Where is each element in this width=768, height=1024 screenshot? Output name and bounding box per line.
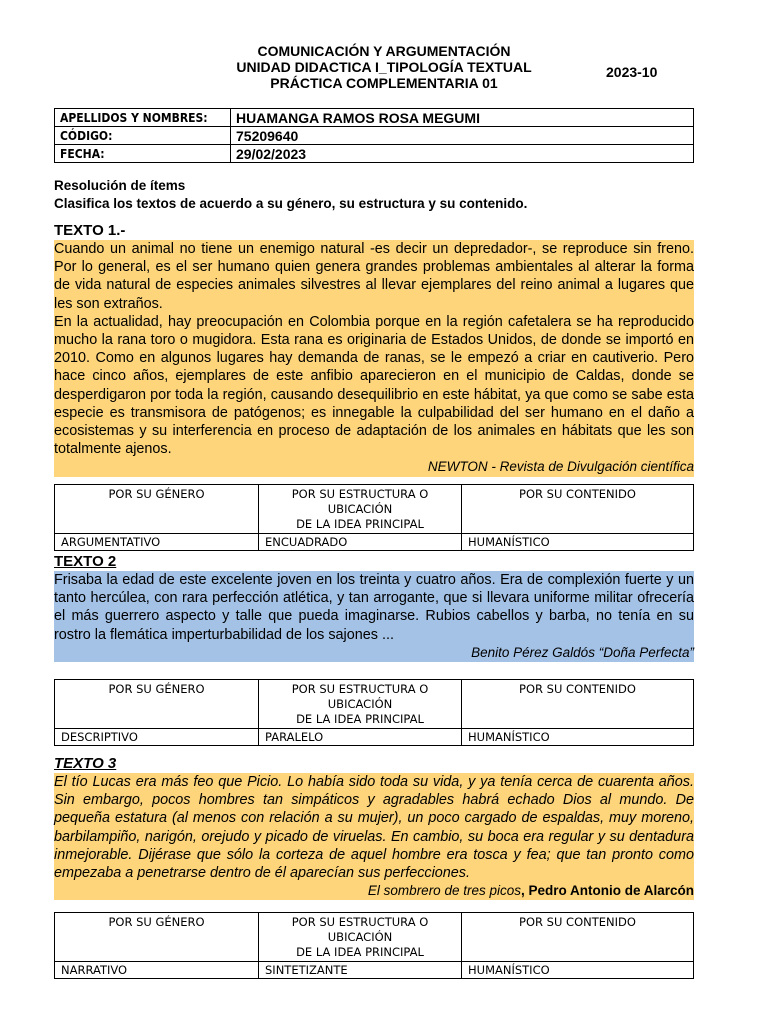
text-3-paragraph: El tío Lucas era más feo que Picio. Lo había sido toda su vida, y ya tenía cerca de cuarenta años. Sin embargo, pocos hombres tan simpáticos y agradables habrá echado Dios al mundo. De pequeña estatura (al menos con relación a su mujer), un poco cargado de espaldas, muy moreno, barbilampiño, narigón, orejudo y picado de viruelas. En cambio, su boca era regular y su dentadura inmejorable. Dijérase que sólo la corteza de aquel hombre era tosca y fea; que tan pronto como empezaba a penetrarse dentro de él aparecían sus perfecciones. (54, 774, 694, 882)
period-label: 2023-10 (606, 64, 658, 80)
student-row (55, 109, 694, 127)
table-row (55, 534, 694, 551)
structure-answer: SINTETIZANTE (259, 962, 462, 979)
content-answer: HUMANÍSTICO (462, 962, 694, 979)
table-row (55, 962, 694, 979)
text-2-title: TEXTO 2 (54, 553, 117, 570)
text-2-source: Benito Pérez Galdós “Doña Perfecta” (471, 644, 694, 660)
structure-answer: PARALELO (259, 729, 462, 746)
student-row (55, 145, 694, 163)
table-header-row (55, 680, 694, 729)
instructions-text: Clasifica los textos de acuerdo a su género, su estructura y su contenido. (54, 196, 528, 211)
genre-answer: ARGUMENTATIVO (55, 534, 259, 551)
text-2-paragraph: Frisaba la edad de este excelente joven en los treinta y cuatro años. Era de complexión fuerte y un tanto hercúlea, con rara perfección atlética, y tan arrogante, que si llevara uniforme militar ofrecería el más guerrero aspecto y talle que pueda imaginarse. Rubios cabellos y barba, no tenía en su rostro la flemática imperturbabilidad de los sajones ... (54, 572, 694, 643)
structure-header: POR SU ESTRUCTURA O UBICACIÓN DE LA IDEA PRINCIPAL (259, 913, 462, 962)
genre-answer: DESCRIPTIVO (55, 729, 259, 746)
text-3-passage (54, 773, 694, 900)
structure-answer: ENCUADRADO (259, 534, 462, 551)
student-info-table (54, 108, 694, 163)
genre-header: POR SU GÉNERO (55, 485, 259, 534)
text-3-source (54, 882, 694, 900)
content-header: POR SU CONTENIDO (462, 485, 694, 534)
genre-header: POR SU GÉNERO (55, 913, 259, 962)
student-name-value: HUAMANGA RAMOS ROSA MEGUMI (231, 109, 694, 127)
structure-header: POR SU ESTRUCTURA O UBICACIÓN DE LA IDEA PRINCIPAL (259, 485, 462, 534)
text-1-title: TEXTO 1.- (54, 222, 126, 239)
content-header: POR SU CONTENIDO (462, 680, 694, 729)
content-answer: HUMANÍSTICO (462, 534, 694, 551)
table-header-row (55, 913, 694, 962)
course-title: COMUNICACIÓN Y ARGUMENTACIÓN (257, 43, 511, 59)
content-answer: HUMANÍSTICO (462, 729, 694, 746)
genre-answer: NARRATIVO (55, 962, 259, 979)
text-3-title: TEXTO 3 (54, 755, 117, 772)
student-row (55, 127, 694, 145)
genre-header: POR SU GÉNERO (55, 680, 259, 729)
text-1-paragraph: En la actualidad, hay preocupación en Colombia porque en la región cafetalera se ha reproducido mucho la rana toro o mugidora. Esta rana es originaria de Estados Unidos, de donde se importó en 2010. Como en algunos lugares hay demanda de ranas, se le empezó a criar en cautiverio. Pero hace cinco años, ejemplares de este anfibio aparecieron en el municipio de Caldas, donde se desperdigaron por toda la región, causando desequilibrio en este hábitat, ya que como se sabe esta especie es transmisora de patógenos; es innegable la culpabilidad del ser humano en el daño a ecosistemas y su interferencia en proceso de adaptación de los animales en hábitats que les son totalmente ajenos. (54, 313, 694, 458)
structure-header: POR SU ESTRUCTURA O UBICACIÓN DE LA IDEA PRINCIPAL (259, 680, 462, 729)
unit-title: UNIDAD DIDACTICA I_TIPOLOGÍA TEXTUAL (236, 59, 532, 75)
date-value: 29/02/2023 (231, 145, 694, 163)
student-code-label: CÓDIGO: (55, 127, 231, 145)
date-label: FECHA: (55, 145, 231, 163)
book-author: , Pedro Antonio de Alarcón (520, 883, 694, 899)
text-3-classification-table (54, 912, 694, 979)
instructions-heading: Resolución de ítems (54, 178, 186, 193)
table-row (55, 729, 694, 746)
text-1-source: NEWTON - Revista de Divulgación científica (427, 459, 694, 475)
practice-title: PRÁCTICA COMPLEMENTARIA 01 (270, 75, 498, 91)
text-2-classification-table (54, 679, 694, 746)
text-2-passage (54, 571, 694, 662)
table-header-row (55, 485, 694, 534)
text-1-paragraph: Cuando un animal no tiene un enemigo natural -es decir un depredador-, se reproduce sin freno. Por lo general, es el ser humano quien genera grandes problemas ambientales al alterar la forma de vida natural de especies animales silvestres al llevar ejemplares del reino animal a lugares que les son extraños. (54, 241, 694, 312)
student-name-label: APELLIDOS Y NOMBRES: (55, 109, 231, 127)
text-1-passage (54, 240, 694, 477)
instructions (54, 177, 527, 213)
student-code-value: 75209640 (231, 127, 694, 145)
text-1-classification-table (54, 484, 694, 551)
content-header: POR SU CONTENIDO (462, 913, 694, 962)
book-title: El sombrero de tres picos (367, 883, 521, 899)
document-header (0, 43, 768, 91)
